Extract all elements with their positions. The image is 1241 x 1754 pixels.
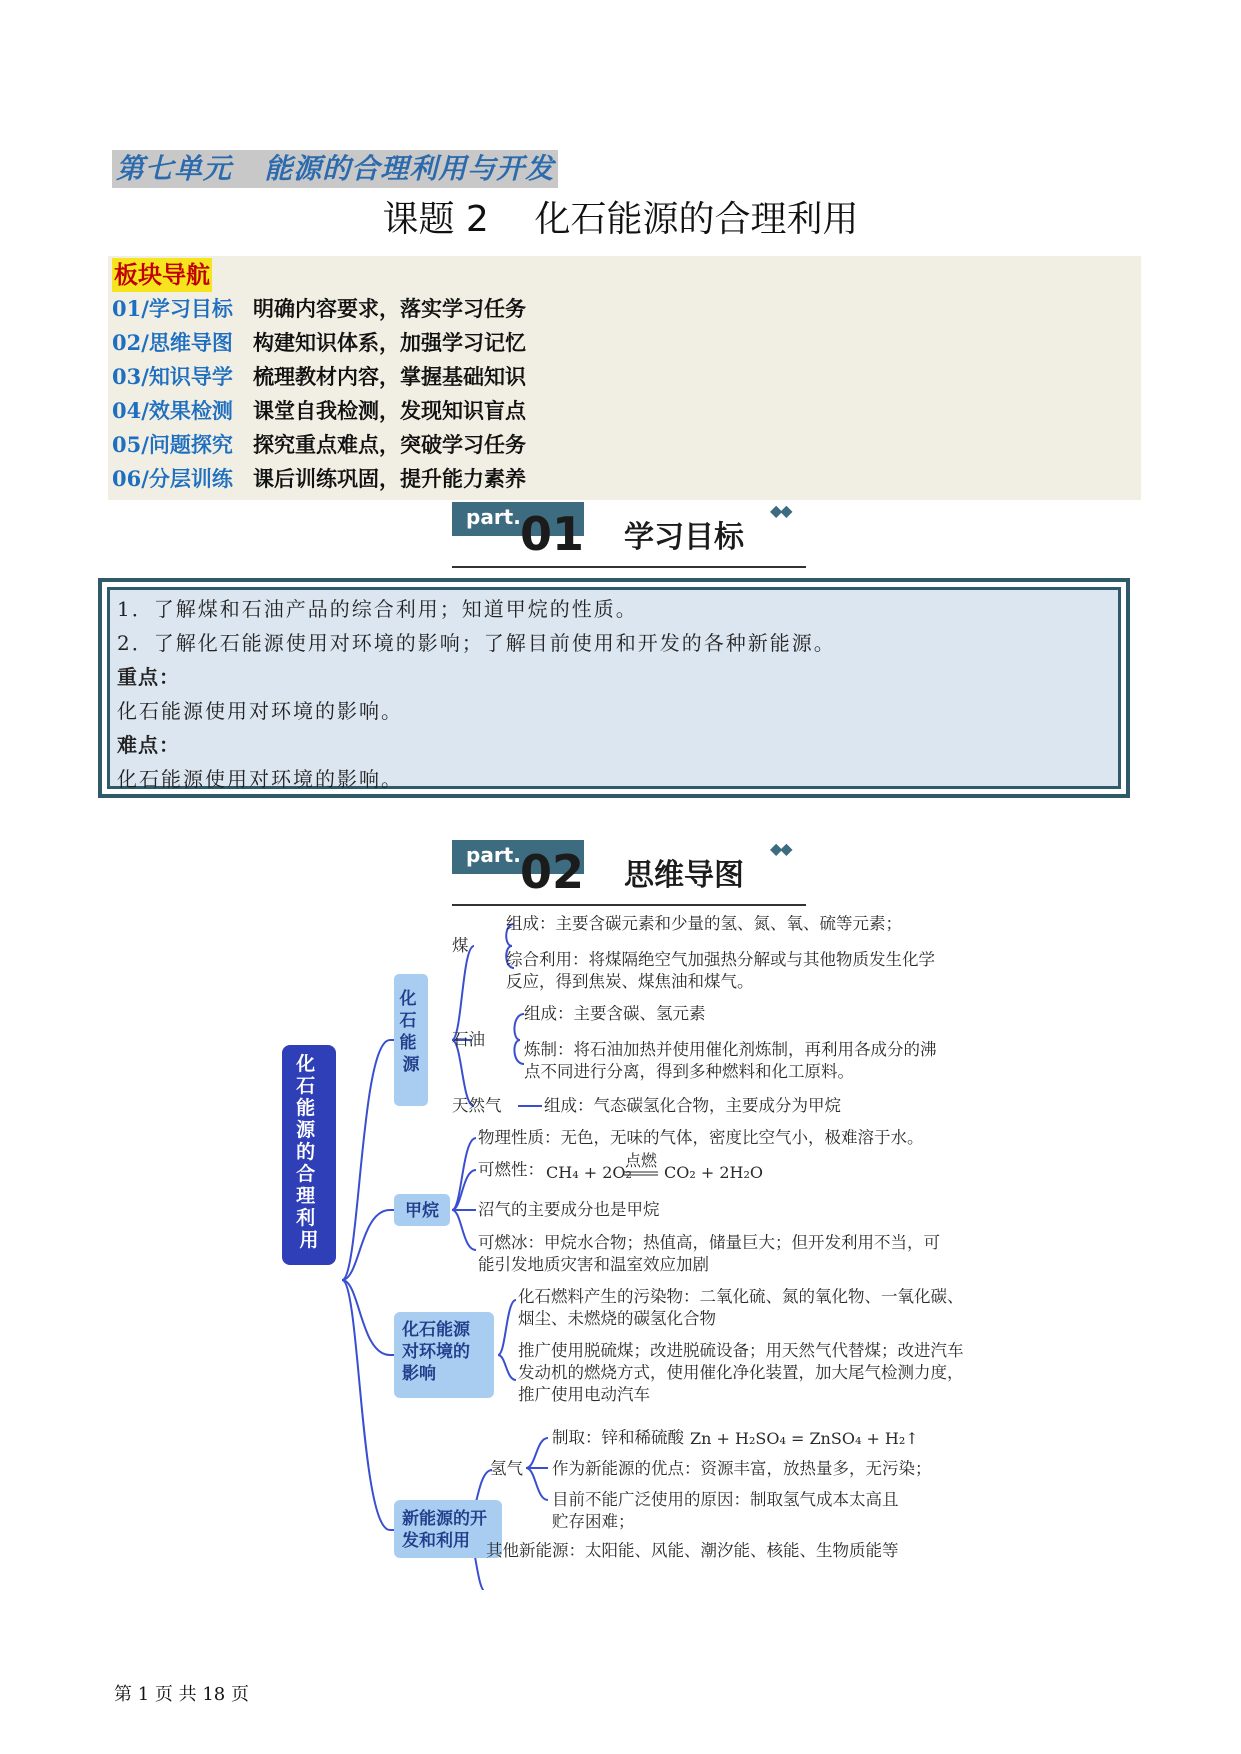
hydrogen-label: 氢气 xyxy=(490,1459,523,1478)
new-energy-label: 新能源的开 发和利用 xyxy=(402,1509,487,1551)
nav-item-desc: 课堂自我检测，发现知识盲点 xyxy=(253,398,526,423)
objective-item: 1．了解煤和石油产品的综合利用；知道甲烷的性质。 xyxy=(117,597,638,621)
part-underline xyxy=(452,566,806,568)
nav-item-code: 02/思维导图 xyxy=(112,330,233,355)
oil-label: 石油 xyxy=(452,1030,485,1049)
part-02-banner xyxy=(452,840,806,910)
methane-label: 甲烷 xyxy=(405,1201,439,1221)
methane-equation-right: CO₂ + 2H₂O xyxy=(664,1163,764,1182)
nav-item-code: 05/问题探究 xyxy=(112,432,233,457)
nav-item xyxy=(112,394,526,428)
nav-item-desc: 构建知识体系，加强学习记忆 xyxy=(253,330,526,355)
nav-item xyxy=(112,360,526,394)
pollutants-line-1: 化石燃料产生的污染物：二氧化硫、氮的氧化物、一氧化碳、 xyxy=(518,1287,964,1306)
nav-item xyxy=(112,428,526,462)
coal-label: 煤 xyxy=(452,936,469,955)
difficult-point-text: 化石能源使用对环境的影响。 xyxy=(117,767,403,791)
nav-item-desc: 梳理教材内容，掌握基础知识 xyxy=(253,364,526,389)
nav-item-code: 04/效果检测 xyxy=(112,398,233,423)
oil-composition: 组成：主要含碳、氢元素 xyxy=(524,1004,706,1023)
nav-item xyxy=(112,326,526,360)
nav-item-desc: 课后训练巩固，提升能力素养 xyxy=(253,466,526,491)
nav-item-code: 03/知识导学 xyxy=(112,364,233,389)
objective-item: 2．了解化石能源使用对环境的影响；了解目前使用和开发的各种新能源。 xyxy=(117,631,836,655)
coal-use-line-2: 反应，得到焦炭、煤焦油和煤气。 xyxy=(506,972,754,991)
decorative-dots-icon: ◆◆ xyxy=(770,839,791,858)
methane-combustible: 可燃性： xyxy=(478,1160,544,1179)
key-point-text: 化石能源使用对环境的影响。 xyxy=(117,699,403,723)
combustible-ice-line-1: 可燃冰：甲烷水合物；热值高，储量巨大；但开发利用不当，可 xyxy=(478,1233,940,1252)
learning-objectives-box xyxy=(98,578,1130,798)
part-number: 01 xyxy=(520,507,585,561)
other-new-energy: 其他新能源：太阳能、风能、潮汐能、核能、生物质能等 xyxy=(486,1541,899,1560)
key-point-label: 重点： xyxy=(117,665,180,689)
section-navigation xyxy=(108,256,1141,500)
methane-physical: 物理性质：无色，无味的气体，密度比空气小，极难溶于水。 xyxy=(478,1128,924,1147)
part-tag: part. xyxy=(452,840,584,874)
part-tag: part. xyxy=(452,502,584,536)
part-title: 学习目标 xyxy=(624,520,744,555)
methane-equation-left: CH₄ + 2O₂ xyxy=(546,1163,632,1182)
natural-gas-composition: 组成：气态碳氢化合物，主要成分为甲烷 xyxy=(544,1096,841,1115)
nav-item-desc: 明确内容要求，落实学习任务 xyxy=(253,296,526,321)
part-01-banner xyxy=(452,502,806,572)
root-node-label: 化 石 能 源 的 合 理 利 用 xyxy=(296,1053,319,1251)
unit-title: 第七单元 能源的合理利用与开发 xyxy=(112,150,558,188)
nav-item xyxy=(112,462,526,496)
measures-line-1: 推广使用脱硫煤；改进脱硫设备；用天然气代替煤；改进汽车 xyxy=(518,1341,964,1360)
nav-title: 板块导航 xyxy=(112,258,212,292)
nav-item-code: 01/学习目标 xyxy=(112,296,233,321)
objectives-inner xyxy=(107,587,1121,789)
methane-equation-condition: 点燃 xyxy=(624,1151,658,1170)
nav-item-desc: 探究重点难点，突破学习任务 xyxy=(253,432,526,457)
decorative-dots-icon: ◆◆ xyxy=(770,501,791,520)
part-number: 02 xyxy=(520,845,585,899)
nav-item-code: 06/分层训练 xyxy=(112,466,233,491)
hydrogen-advantages: 作为新能源的优点：资源丰富，放热量多，无污染； xyxy=(552,1459,932,1478)
coal-composition: 组成：主要含碳元素和少量的氢、氮、氧、硫等元素； xyxy=(506,914,902,933)
hydrogen-preparation: 制取：锌和稀硫酸 xyxy=(552,1428,684,1447)
hydrogen-limit-line-1: 目前不能广泛使用的原因：制取氢气成本太高且 xyxy=(552,1490,899,1509)
measures-line-2: 发动机的燃烧方式，使用催化净化装置，加大尾气检测力度， xyxy=(518,1363,964,1382)
part-underline xyxy=(452,904,806,906)
oil-refine-line-2: 点不同进行分离，得到多种燃料和化工原料。 xyxy=(524,1062,854,1081)
fossil-energy-label: 化 石 能 源 xyxy=(399,989,420,1075)
measures-line-3: 推广使用电动汽车 xyxy=(518,1385,650,1404)
part-title: 思维导图 xyxy=(624,858,744,893)
methane-marsh-gas: 沼气的主要成分也是甲烷 xyxy=(478,1200,660,1219)
combustible-ice-line-2: 能引发地质灾害和温室效应加剧 xyxy=(478,1255,709,1274)
page-number: 第 1 页 共 18 页 xyxy=(114,1684,249,1705)
hydrogen-equation: Zn + H₂SO₄ = ZnSO₄ + H₂↑ xyxy=(690,1429,919,1448)
hydrogen-limit-line-2: 贮存困难； xyxy=(552,1512,635,1531)
lesson-title: 课题 2 化石能源的合理利用 xyxy=(382,199,859,240)
mind-map xyxy=(280,910,1000,1590)
environment-impact-label: 化石能源 对环境的 影响 xyxy=(402,1320,470,1384)
difficult-point-label: 难点： xyxy=(117,733,180,757)
natural-gas-label: 天然气 xyxy=(452,1096,502,1115)
pollutants-line-2: 烟尘、未燃烧的碳氢化合物 xyxy=(518,1309,716,1328)
oil-refine-line-1: 炼制：将石油加热并使用催化剂炼制，再利用各成分的沸 xyxy=(524,1040,937,1059)
nav-item xyxy=(112,292,526,326)
coal-use-line-1: 综合利用：将煤隔绝空气加强热分解或与其他物质发生化学 xyxy=(506,950,935,969)
